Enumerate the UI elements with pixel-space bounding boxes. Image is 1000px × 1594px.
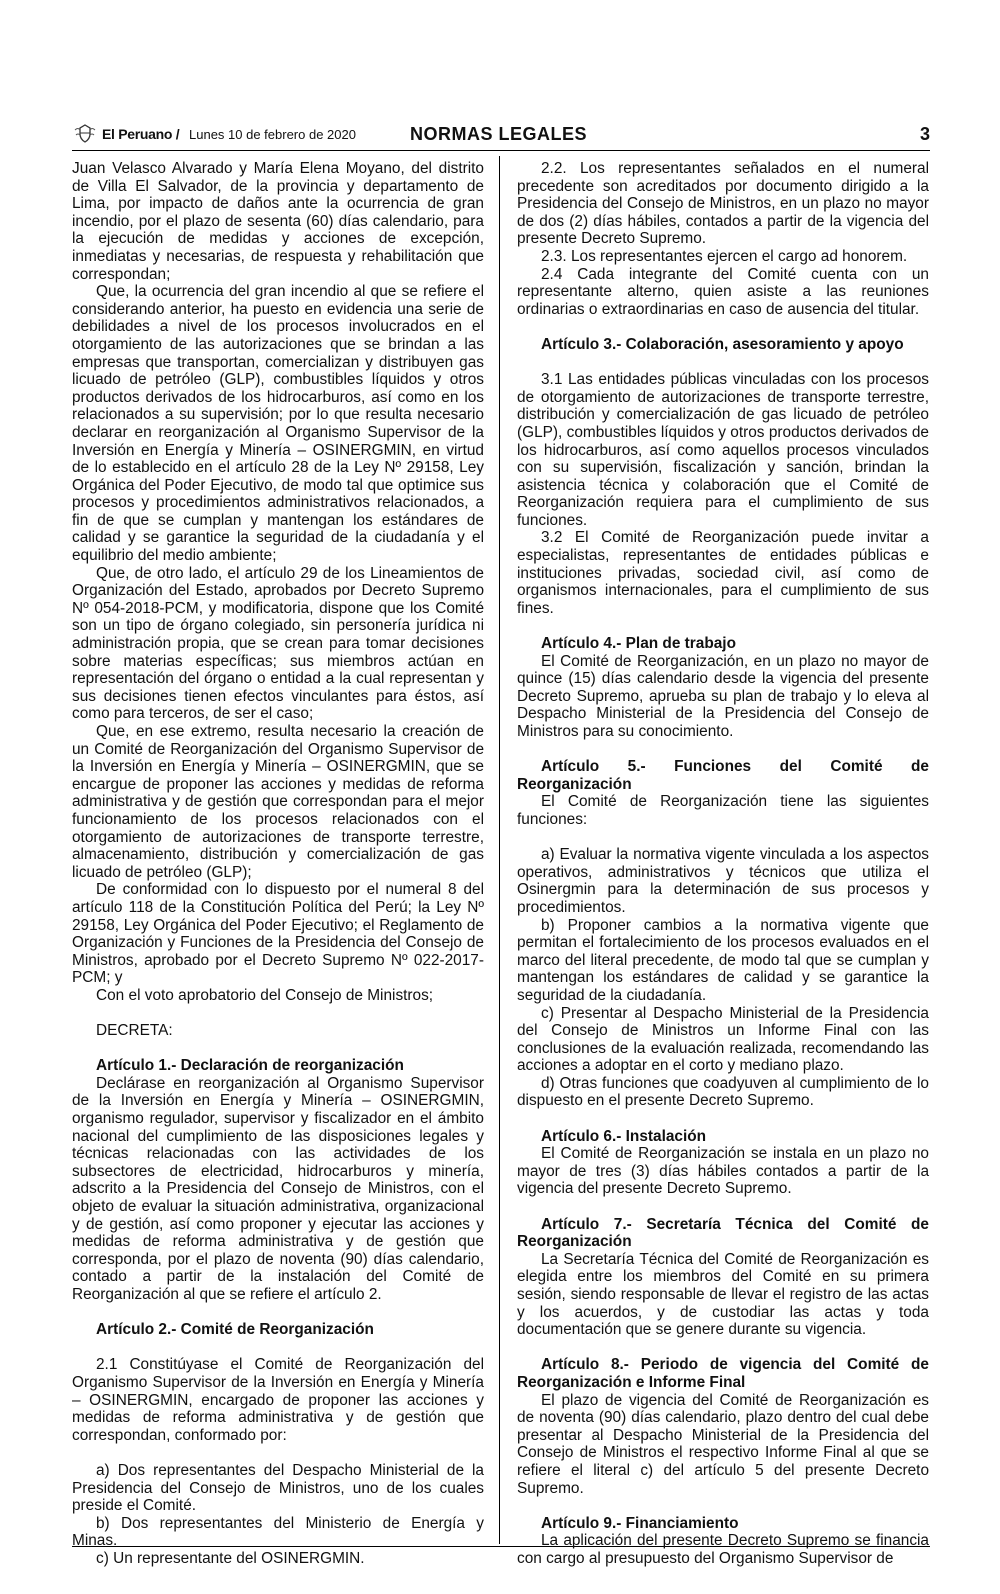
paragraph: El Comité de Reorganización se instala en un plazo no mayor de tres (3) días hábiles contados a partir de la vigencia del presente Decreto Supremo. bbox=[517, 1145, 929, 1198]
list-item: c) Presentar al Despacho Ministerial de la Presidencia del Consejo de Ministros un Informe Final con las conclusiones de la evaluación realizada, recomendando las acciones a adoptar en el corto y mediano plazo. bbox=[517, 1004, 929, 1075]
paragraph: 2.3. Los representantes ejercen el cargo ad honorem. bbox=[541, 247, 908, 265]
header-rule bbox=[72, 150, 930, 151]
list-item: a) Dos representantes del Despacho Ministerial de la Presidencia del Consejo de Ministros, uno de los cuales preside el Comité. bbox=[72, 1461, 484, 1515]
column-divider bbox=[499, 156, 500, 1544]
paragraph: La Secretaría Técnica del Comité de Reorganización es elegida entre los miembros del Comité en su primera sesión, siendo responsable de llevar el registro de las actas y los acuerdos, y de custodiar las actas y toda documentación que se genere durante su vigencia. bbox=[517, 1250, 929, 1339]
publication-name: El Peruano / bbox=[102, 126, 180, 142]
article-heading-continued: Reorganización bbox=[517, 1233, 632, 1251]
article-heading: Artículo 1.- Declaración de reorganización bbox=[96, 1057, 404, 1075]
list-item: b) Proponer cambios a la normativa vigente que permitan el fortalecimiento de los procesos evaluados en el marco del literal precedente, de modo tal que se cumplan y mantengan los estándares de calidad y se garantice la seguridad de la ciudadanía. bbox=[517, 916, 929, 1004]
paragraph: 2.2. Los representantes señalados en el numeral precedente son acreditados por documento dirigido a la Presidencia del Consejo de Ministros, en un plazo no mayor de dos (2) días hábiles, contados a partir de la vigencia del presente Decreto Supremo. bbox=[517, 160, 929, 248]
coat-of-arms-icon bbox=[74, 124, 96, 144]
paragraph: La aplicación del presente Decreto Supremo se financia con cargo al presupuesto del Organismo Supervisor de bbox=[517, 1532, 929, 1567]
paragraph: El plazo de vigencia del Comité de Reorganización es de noventa (90) días calendario, plazo dentro del cual debe presentar al Despacho Ministerial de la Presidencia del Consejo de Ministros el respectivo Informe Final al que se refiere el literal c) del artículo 5 del presente Decreto Supremo. bbox=[517, 1391, 929, 1497]
paragraph: Juan Velasco Alvarado y María Elena Moyano, del distrito de Villa El Salvador, de la provincia y departamento de Lima, por impacto de daños ante la ocurrencia de gran incendio, por el plazo de sesenta (60) días calendario, para la ejecución de medidas y acciones de excepción, inmediatas y necesarias, de respuesta y rehabilitación que correspondan; bbox=[72, 160, 484, 283]
decreta-heading: DECRETA: bbox=[96, 1022, 173, 1040]
paragraph: 3.1 Las entidades públicas vinculadas con los procesos de otorgamiento de autorizaciones de transporte terrestre, distribución y comercialización de gas licuado de petróleo (GLP), combustibles líquidos y otros productos derivados de los hidrocarburos, así como aquellos procesos vinculados con su supervisión, fiscalización y sanción, brindan la asistencia técnica y colaboración que el Comité de Reorganización requiera para el cumplimiento de sus funciones. bbox=[517, 371, 929, 529]
paragraph: Declárase en reorganización al Organismo Supervisor de la Inversión en Energía y Minería – OSINERGMIN, organismo regulador, supervisor y fiscalizador en el ámbito nacional del cumplimiento de las disposiciones legales y técnicas relacionadas con las actividades de los subsectores de electricidad, hidrocarburos y minería, adscrito a la Presidencia del Consejo de Ministros, con el objeto de evaluar la situación administrativa, organizacional y de gestión, así como proponer y ejecutar las acciones y medidas de reforma administrativa y de gestión que corresponda, por el plazo de noventa (90) días calendario, contado a partir de la instalación del Comité de Reorganización al que se refiere el artículo 2. bbox=[72, 1074, 484, 1303]
paragraph: Con el voto aprobatorio del Consejo de Ministros; bbox=[96, 986, 434, 1004]
list-item: d) Otras funciones que coadyuven al cumplimiento de lo dispuesto en el presente Decreto Supremo. bbox=[517, 1074, 929, 1110]
list-item: a) Evaluar la normativa vigente vinculada a los aspectos operativos, administrativos y técnicos que utiliza el Osinergmin para la determinación de sus procesos y procedimientos. bbox=[517, 846, 929, 916]
page-number: 3 bbox=[919, 124, 930, 144]
article-heading: Artículo 3.- Colaboración, asesoramiento y apoyo bbox=[541, 335, 904, 353]
paragraph: Que, la ocurrencia del gran incendio al que se refiere el considerando anterior, ha puesto en evidencia una serie de debilidades a nivel de los procesos involucrados en el otorgamiento de las autorizaciones que se brindan a las empresas que transportan, comercializan y distribuyen gas licuado de petróleo (GLP), combustibles líquidos y otros productos derivados de los hidrocarburos, así como en los relacionados a su supervisión; por lo que resulta necesario declarar en reorganización al Organismo Supervisor de la Inversión en Energía y Minería – OSINERGMIN, en virtud de lo establecido en el artículo 28 de la Ley Nº 29158, Ley Orgánica del Poder Ejecutivo, de modo tal que optimice sus procesos y procedimientos administrativos relacionados, a fin de que se cumplan y mantengan los estándares de calidad y se garantice la seguridad de la ciudadanía y el equilibrio del medio ambiente; bbox=[72, 283, 484, 565]
paragraph: 2.1 Constitúyase el Comité de Reorganización del Organismo Supervisor de la Inversión en Energía y Minería – OSINERGMIN, encargado de proponer las acciones y medidas de reforma administrativa y de gestión que correspondan, conformado por: bbox=[72, 1356, 484, 1444]
paragraph: De conformidad con lo dispuesto por el numeral 8 del artículo 118 de la Constitución Política del Perú; la Ley Nº 29158, Ley Orgánica del Poder Ejecutivo; el Reglamento de Organización y Funciones de la Presidencia del Consejo de Ministros, aprobado por el Decreto Supremo Nº 022-2017-PCM; y bbox=[72, 881, 484, 987]
article-heading: Artículo 4.- Plan de trabajo bbox=[541, 635, 736, 653]
publication-date: Lunes 10 de febrero de 2020 bbox=[189, 127, 356, 142]
paragraph: 3.2 El Comité de Reorganización puede invitar a especialistas, representantes de entidades públicas e instituciones privadas, sociedad civil, así como de organismos internacionales, para el cumplimiento de sus fines. bbox=[517, 529, 929, 617]
paragraph: 2.4 Cada integrante del Comité cuenta con un representante alterno, quien asiste a las reuniones ordinarias o extraordinarias en caso de ausencia del titular. bbox=[517, 265, 929, 318]
right-column bbox=[517, 160, 929, 1568]
article-heading: Artículo 5.- Funciones del Comité de bbox=[541, 758, 929, 776]
article-heading-continued: Reorganización bbox=[517, 775, 632, 793]
paragraph: El Comité de Reorganización, en un plazo no mayor de quince (15) días calendario desde la vigencia del presente Decreto Supremo, aprueba su plan de trabajo y lo eleva al Despacho Ministerial de la Presidencia del Consejo de Ministros para su conocimiento. bbox=[517, 652, 929, 740]
article-heading: Artículo 7.- Secretaría Técnica del Comité de bbox=[541, 1215, 929, 1233]
paragraph: Que, de otro lado, el artículo 29 de los Lineamientos de Organización del Estado, aprobados por Decreto Supremo Nº 054-2018-PCM, y modificatoria, dispone que los Comité son un tipo de órgano colegiado, sin personería jurídica ni administración propia, que se crean para tomar decisiones sobre materias específicas; sus miembros actúan en representación del órgano o entidad a la cual representan y sus decisiones tienen efectos vinculantes para éstos, así como para terceros, de ser el caso; bbox=[72, 564, 484, 723]
article-heading: Artículo 2.- Comité de Reorganización bbox=[96, 1321, 374, 1339]
page-header bbox=[72, 124, 930, 146]
paragraph: Que, en ese extremo, resulta necesario la creación de un Comité de Reorganización del Organismo Supervisor de la Inversión en Energía y Minería – OSINERGMIN, que se encargue de proponer las acciones y medidas de reforma administrativa y de gestión que correspondan para el mejor funcionamiento de los procesos relacionados con el otorgamiento de autorizaciones de transporte terrestre, almacenamiento, distribución y comercialización de gas licuado de petróleo (GLP); bbox=[72, 723, 484, 881]
article-heading: Artículo 6.- Instalación bbox=[541, 1127, 707, 1145]
left-column bbox=[72, 160, 484, 1568]
section-title: NORMAS LEGALES bbox=[410, 124, 588, 144]
list-item: c) Un representante del OSINERGMIN. bbox=[96, 1549, 365, 1567]
article-heading: Artículo 9.- Financiamiento bbox=[541, 1514, 739, 1532]
article-heading: Artículo 8.- Periodo de vigencia del Comité de bbox=[541, 1356, 929, 1374]
list-item: b) Dos representantes del Ministerio de Energía y Minas. bbox=[72, 1514, 484, 1550]
article-heading-continued: Reorganización e Informe Final bbox=[517, 1373, 746, 1391]
paragraph: El Comité de Reorganización tiene las siguientes funciones: bbox=[517, 793, 929, 828]
